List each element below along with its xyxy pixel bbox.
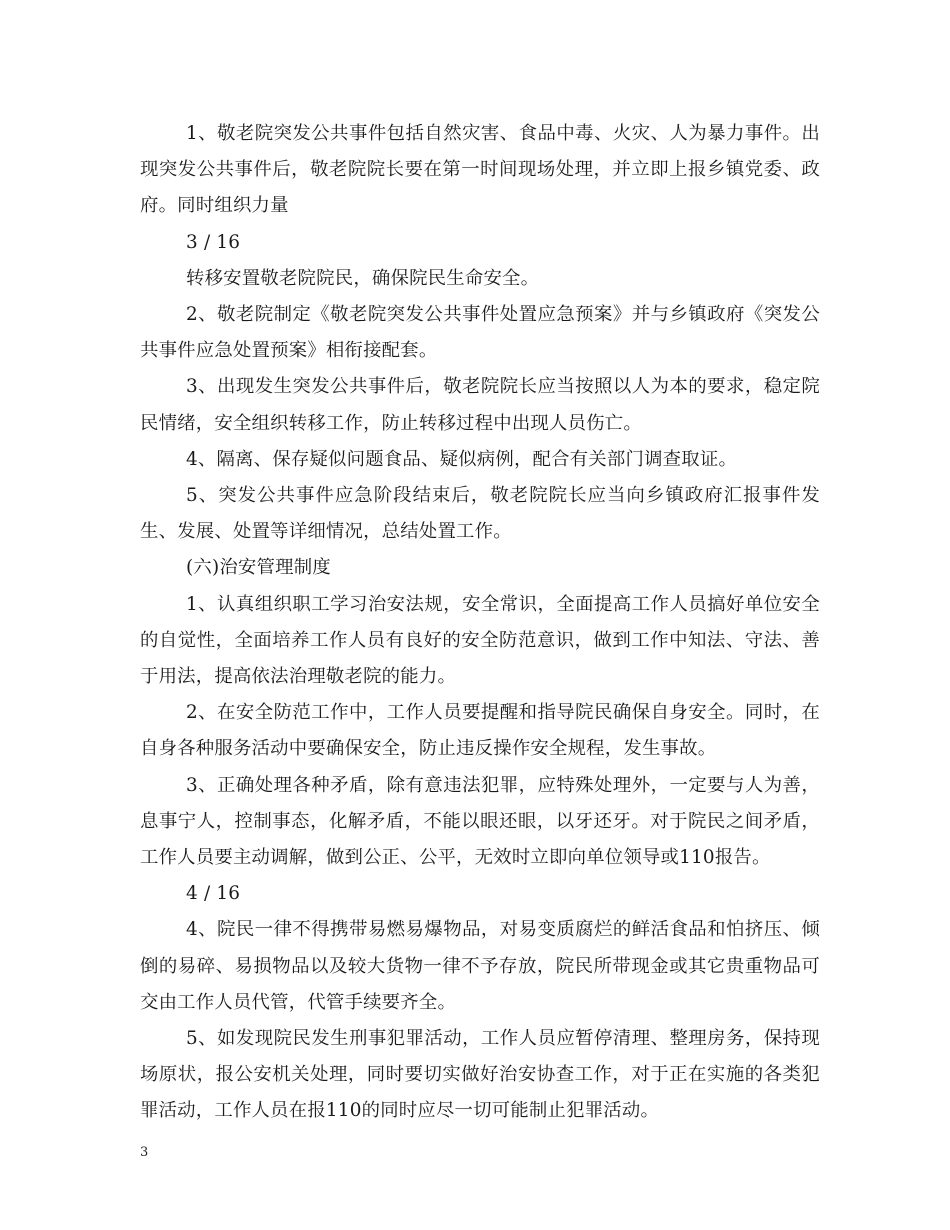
- paragraph: 5、突发公共事件应急阶段结束后，敬老院院长应当向乡镇政府汇报事件发生、发展、处置等详细情况，总结处置工作。: [140, 485, 820, 543]
- document-body: [140, 116, 820, 1130]
- paragraph: 3、出现发生突发公共事件后，敬老院院长应当按照以人为本的要求，稳定院民情绪，安全组织转移工作，防止转移过程中出现人员伤亡。: [140, 376, 820, 434]
- paragraph: 3、正确处理各种矛盾，除有意违法犯罪，应特殊处理外，一定要与人为善，息事宁人，控制事态，化解矛盾，不能以眼还眼，以牙还牙。对于院民之间矛盾，工作人员要主动调解，做到公正、公平，无效时立即向单位领导或110报告。: [140, 774, 820, 869]
- paragraph: 1、敬老院突发公共事件包括自然灾害、食品中毒、火灾、人为暴力事件。出现突发公共事件后，敬老院院长要在第一时间现场处理，并立即上报乡镇党委、政府。同时组织力量: [140, 123, 820, 217]
- paragraph: 2、敬老院制定《敬老院突发公共事件处置应急预案》并与乡镇政府《突发公共事件应急处置预案》相衔接配套。: [140, 304, 820, 362]
- paragraph: 4、隔离、保存疑似问题食品、疑似病例，配合有关部门调查取证。: [186, 448, 738, 470]
- paragraph: 转移安置敬老院院民，确保院民生命安全。: [186, 267, 540, 289]
- page-number: 3: [140, 1145, 149, 1160]
- paragraph: 5、如发现院民发生刑事犯罪活动，工作人员应暂停清理、整理房务，保持现场原状，报公安机关处理，同时要切实做好治安协查工作，对于正在实施的各类犯罪活动，工作人员在报110的同时应尽一切可能制止犯罪活动。: [140, 1028, 820, 1122]
- section-heading: (六)治安管理制度: [186, 557, 331, 579]
- page-marker: 4 / 16: [186, 883, 241, 905]
- paragraph: 1、认真组织职工学习治安法规，安全常识，全面提高工作人员搞好单位安全的自觉性，全面培养工作人员有良好的安全防范意识，做到工作中知法、守法、善于用法，提高依法治理敬老院的能力。: [140, 593, 820, 688]
- paragraph: 2、在安全防范工作中，工作人员要提醒和指导院民确保自身安全。同时，在自身各种服务活动中要确保安全，防止违反操作安全规程，发生事故。: [140, 702, 820, 760]
- page-marker: 3 / 16: [186, 231, 241, 253]
- paragraph: 4、院民一律不得携带易燃易爆物品，对易变质腐烂的鲜活食品和怕挤压、倾倒的易碎、易损物品以及较大货物一律不予存放，院民所带现金或其它贵重物品可交由工作人员代管，代管手续要齐全。: [140, 919, 820, 1013]
